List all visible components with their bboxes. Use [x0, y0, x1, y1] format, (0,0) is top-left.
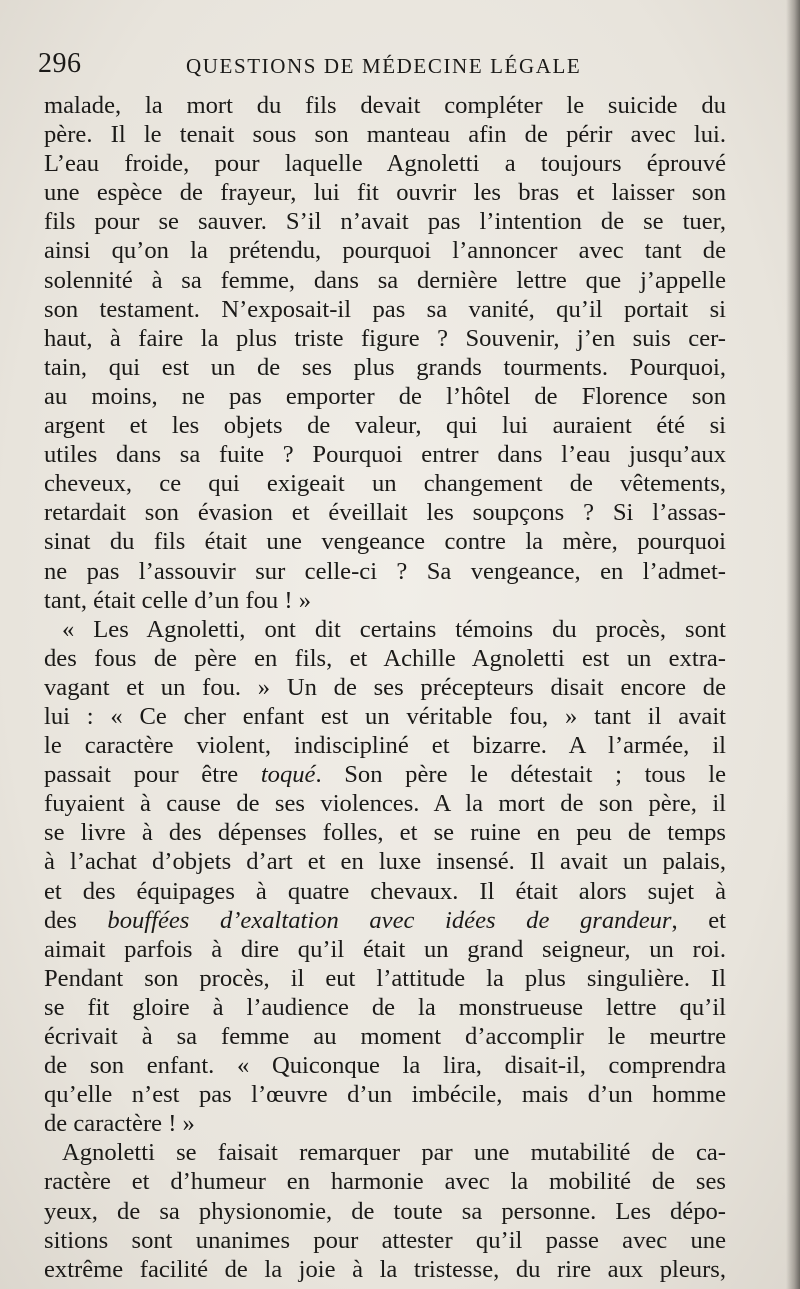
page-edge-shadow [786, 0, 800, 1289]
text-line: malade, la mort du fils devait compléter le suicide du [44, 92, 726, 119]
text-line: des bouffées d’exaltation avec idées de grandeur, et [44, 906, 727, 934]
text-line: fils pour se sauver. S’il n’avait pas l’intention de se tuer, [44, 208, 726, 236]
text-line: se fit gloire à l’audience de la monstrueuse lettre qu’il [44, 993, 726, 1021]
text-line: ractère et d’humeur en harmonie avec la mobilité de ses [44, 1168, 726, 1196]
text-line: ainsi qu’on la prétendu, pourquoi l’annoncer avec tant de [44, 237, 726, 265]
text-line: au moins, ne pas emporter de l’hôtel de Florence son [44, 382, 726, 410]
text-line: sitions sont unanimes pour attester qu’il passe avec une [44, 1226, 726, 1254]
text-line: L’eau froide, pour laquelle Agnoletti a toujours éprouvé [44, 150, 726, 178]
text-line: tain, qui est un de ses plus grands tourments. Pourquoi, [44, 353, 726, 381]
text-line: solennité à sa femme, dans sa dernière lettre que j’appelle [44, 266, 726, 294]
text-line: argent et les objets de valeur, qui lui auraient été si [44, 412, 726, 440]
text-line: le caractère violent, indiscipliné et bizarre. A l’armée, il [44, 732, 726, 760]
text-line: de caractère ! » [44, 1110, 195, 1138]
text-line: « Les Agnoletti, ont dit certains témoins du procès, sont [62, 615, 726, 643]
text-line: écrivait à sa femme au moment d’accomplir le meurtre [44, 1023, 726, 1050]
text-line: Agnoletti se faisait remarquer par une mutabilité de ca- [62, 1139, 726, 1167]
text-line: haut, à faire la plus triste figure ? Souvenir, j’en suis cer- [44, 324, 726, 352]
text-line: lui : « Ce cher enfant est un véritable fou, » tant il avait [44, 702, 726, 730]
text-line: ne pas l’assouvir sur celle-ci ? Sa vengeance, en l’admet- [44, 557, 726, 585]
text-line: fuyaient à cause de ses violences. A la mort de son père, il [44, 790, 726, 818]
text-line: cheveux, ce qui exigeait un changement de vêtements, [44, 470, 726, 498]
text-line: utiles dans sa fuite ? Pourquoi entrer dans l’eau jusqu’aux [44, 441, 726, 469]
page-header [38, 48, 738, 88]
text-line: et des équipages à quatre chevaux. Il était alors sujet à [44, 877, 726, 905]
italic-phrase: toqué [260, 761, 316, 789]
text-line: extrême facilité de la joie à la tristesse, du rire aux pleurs, [44, 1255, 726, 1283]
text-line: sinat du fils était une vengeance contre la mère, pourquoi [44, 528, 726, 556]
running-head: QUESTIONS DE MÉDECINE LÉGALE [186, 54, 582, 78]
text-line: son testament. N’exposait-il pas sa vanité, qu’il portait si [44, 295, 726, 323]
italic-phrase: bouffées d’exaltation avec idées de grandeur [107, 906, 672, 934]
body-text [44, 91, 726, 1284]
text-line: Pendant son procès, il eut l’attitude la plus singulière. Il [44, 964, 726, 992]
text-line: vagant et un fou. » Un de ses précepteurs disait encore de [44, 673, 726, 701]
text-line: à l’achat d’objets d’art et en luxe insensé. Il avait un palais, [44, 848, 726, 876]
text-line: passait pour être toqué. Son père le détestait ; tous le [44, 761, 726, 789]
text-line: une espèce de frayeur, lui fit ouvrir les bras et laisser son [44, 179, 726, 207]
text-line: retardait son évasion et éveillait les soupçons ? Si l’assas- [44, 499, 726, 527]
text-line: aimait parfois à dire qu’il était un grand seigneur, un roi. [44, 935, 726, 963]
text-line: de son enfant. « Quiconque la lira, disait-il, comprendra [44, 1052, 726, 1080]
page-number: 296 [38, 48, 82, 79]
text-line: père. Il le tenait sous son manteau afin de périr avec lui. [44, 121, 726, 149]
text-line: tant, était celle d’un fou ! » [44, 586, 312, 614]
text-line: se livre à des dépenses folles, et se ruine en peu de temps [44, 819, 726, 847]
text-line: qu’elle n’est pas l’œuvre d’un imbécile, mais d’un homme [44, 1081, 726, 1109]
text-line: yeux, de sa physionomie, de toute sa personne. Les dépo- [44, 1197, 726, 1225]
text-line: des fous de père en fils, et Achille Agnoletti est un extra- [44, 644, 726, 672]
